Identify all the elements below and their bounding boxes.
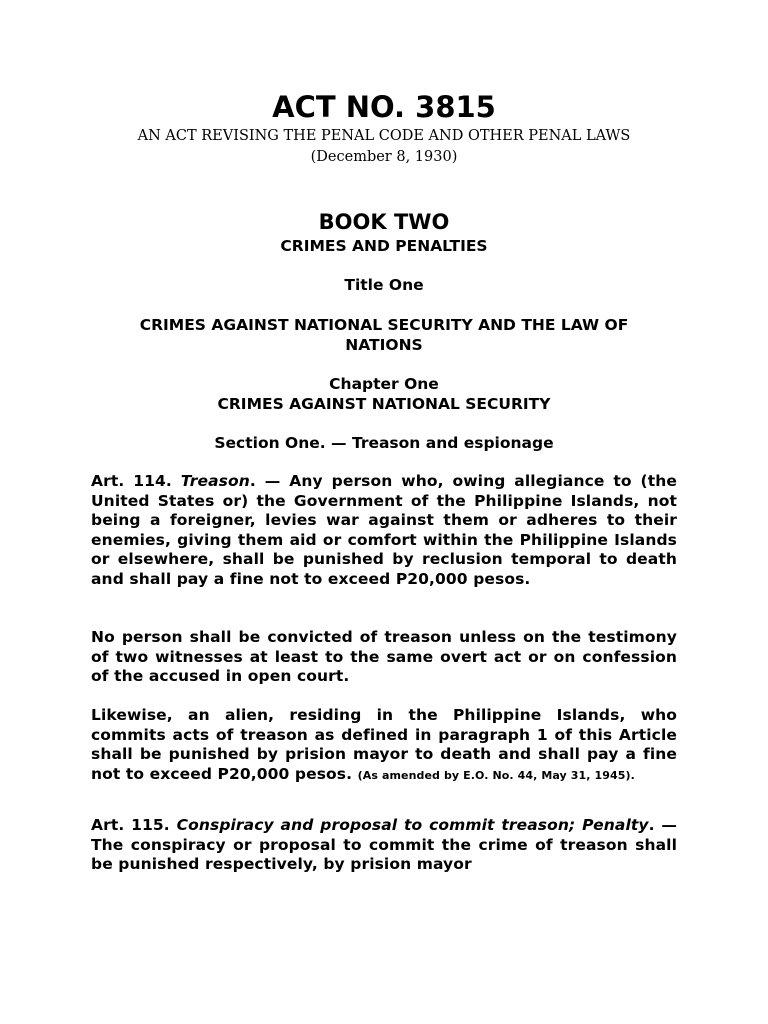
article-name: Treason [180,472,250,490]
book-title: BOOK TWO [318,210,450,234]
article-text: . — The conspiracy or proposal to commit the crime of treason shall be punished respectively, by prision mayor [91,816,678,874]
paragraph-3-text: Likewise, an alien, residing in the Philippine Islands, who commits acts of treason as defined in paragraph 1 of this Article shall be punished by prision mayor to death and shall pay a fine not to exceed P20,000 pesos. [91,706,677,783]
act-subtitle: AN ACT REVISING THE PENAL CODE AND OTHER PENAL LAWS [137,128,631,144]
act-date: (December 8, 1930) [310,149,458,165]
article-115 [91,816,677,875]
article-number: Art. 115. [91,816,170,834]
act-title: ACT NO. 3815 [272,90,496,124]
section-heading: Section One. — Treason and espionage [214,434,554,452]
book-subtitle: CRIMES AND PENALTIES [280,237,488,255]
article-114 [91,472,677,590]
title-label: Title One [344,276,424,294]
paragraph-2: No person shall be convicted of treason unless on the testimony of two witnesses at least to the same overt act or on confession of the accused in open court. [91,628,677,686]
amendment-note: (As amended by E.O. No. 44, May 31, 1945). [357,768,635,782]
chapter-label: Chapter One [329,375,439,393]
article-text: . — Any person who, owing allegiance to (the United States or) the Government of the Philippine Islands, not being a foreigner, levies war against them or adheres to their enemies, giving them aid or comfort within the Philippine Islands or elsewhere, shall be punished by reclusion temporal to death and shall pay a fine not to exceed P20,000 pesos. [91,472,677,588]
title-heading: CRIMES AGAINST NATIONAL SECURITY AND THE LAW OF NATIONS [139,316,629,354]
article-name: Conspiracy and proposal to commit treason; Penalty [176,816,649,834]
article-number: Art. 114. [91,472,172,490]
paragraph-3 [91,706,677,785]
chapter-heading: CRIMES AGAINST NATIONAL SECURITY [217,395,551,413]
